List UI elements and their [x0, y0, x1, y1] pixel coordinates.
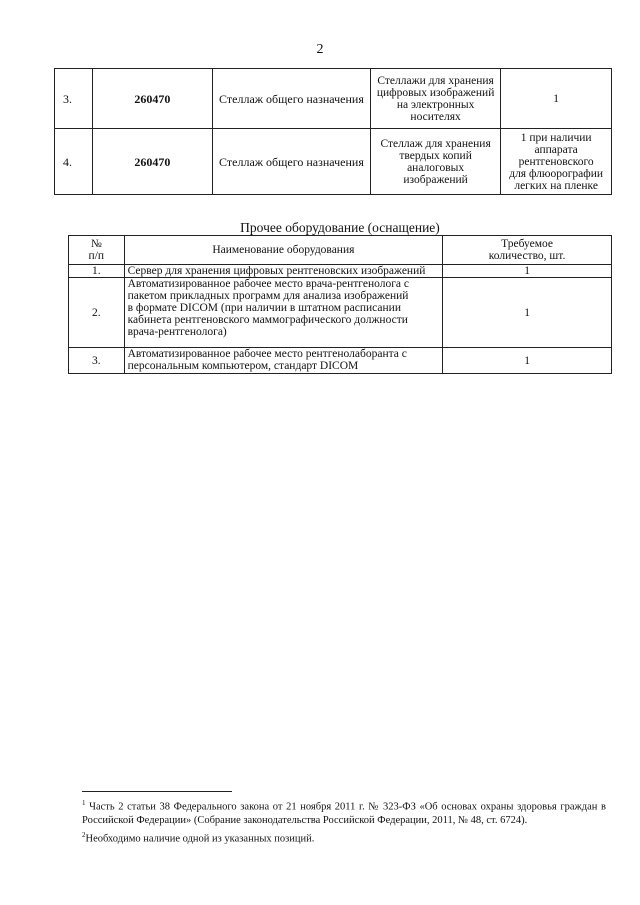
required-quantity: 1: [443, 278, 612, 348]
table-row: [69, 278, 612, 348]
other-equipment-table: [68, 235, 612, 374]
row-number: 1.: [69, 265, 125, 278]
equipment-name: Стеллаж общего назначения: [212, 129, 370, 195]
footnote-divider: [82, 791, 232, 792]
row-number: 2.: [69, 278, 125, 348]
equipment-name: Сервер для хранения цифровых рентгеновских изображений: [124, 265, 443, 278]
footnote-1: [82, 797, 606, 827]
table-row: [69, 265, 612, 278]
required-quantity: 1: [501, 69, 612, 129]
footnote-mark: 2: [82, 830, 86, 839]
table-row: [69, 348, 612, 374]
equipment-name: Автоматизированное рабочее место врача-рентгенолога с пакетом прикладных программ для анализа изображений в формате DICOM (при наличии в штатном расписании кабинета рентгеновского маммографического должности врача-рентгенолога): [124, 278, 443, 348]
table-row: [55, 129, 612, 195]
header-equipment-name: Наименование оборудования: [124, 236, 443, 265]
equipment-description: Стеллаж для хранения твердых копий аналоговых изображений: [370, 129, 500, 195]
row-number: 4.: [55, 129, 93, 195]
page-number: 2: [316, 42, 324, 57]
required-quantity: 1 при наличии аппарата рентгеновского для флюорографии легких на пленке: [501, 129, 612, 195]
equipment-name: Стеллаж общего назначения: [212, 69, 370, 129]
nomenclature-code: 260470: [92, 69, 212, 129]
row-number: 3.: [55, 69, 93, 129]
footnote-text: Часть 2 статьи 38 Федерального закона от 21 ноября 2011 г. № 323-ФЗ «Об основах охраны здоровья граждан в Российской Федерации» (Собрание законодательства Российской Федерации, 2011, № 48, ст. 6724).: [82, 801, 607, 826]
row-number: 3.: [69, 348, 125, 374]
footnote-mark: 1: [82, 799, 86, 807]
footnote-2: [82, 829, 606, 846]
required-quantity: 1: [443, 348, 612, 374]
equipment-name: Автоматизированное рабочее место рентгенолаборанта с персональным компьютером, стандарт DICOM: [124, 348, 443, 374]
equipment-table-continued: [54, 68, 612, 195]
header-quantity: Требуемое количество, шт.: [443, 236, 612, 265]
table-row: [55, 69, 612, 129]
section-title: Прочее оборудование (оснащение): [240, 220, 440, 235]
nomenclature-code: 260470: [92, 129, 212, 195]
equipment-description: Стеллажи для хранения цифровых изображений на электронных носителях: [370, 69, 500, 129]
footnote-text: Необходимо наличие одной из указанных позиций.: [85, 833, 315, 844]
table-header-row: [69, 236, 612, 265]
footnotes: [82, 797, 606, 845]
required-quantity: 1: [443, 265, 612, 278]
header-number: № п/п: [69, 236, 125, 265]
